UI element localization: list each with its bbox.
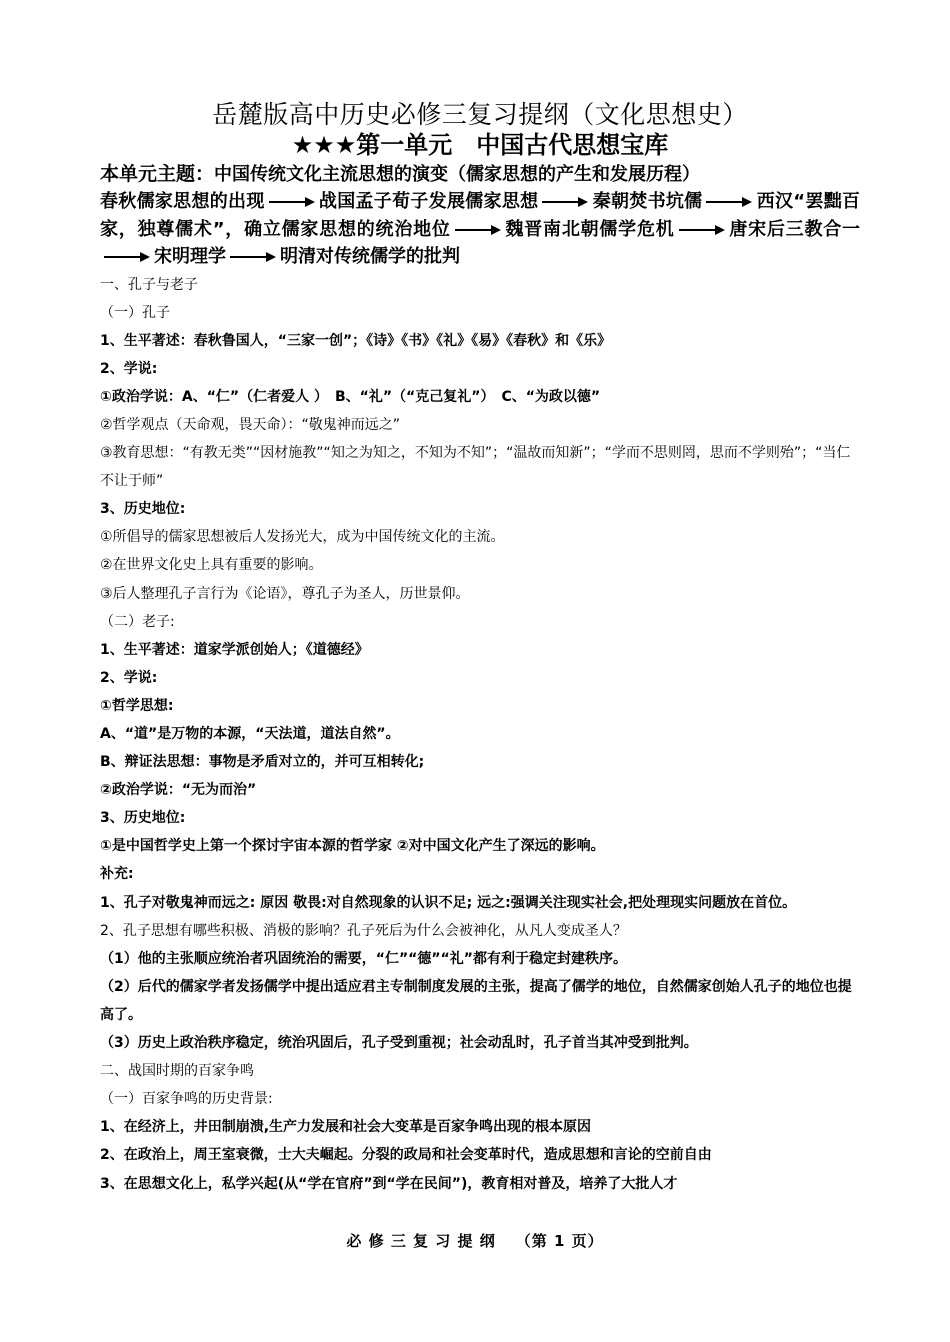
outline-item: 3、在思想文化上，私学兴起(从“学在官府”到“学在民间”)，教育相对普及，培养了大批人才 — [100, 1175, 678, 1192]
arrow-right-icon — [230, 252, 276, 262]
outline-item: 2、在政治上，周王室衰微，士大夫崛起。分裂的政局和社会变革时代，造成思想和言论的空前自由 — [100, 1147, 712, 1164]
outline-item: ②哲学观点（天命观，畏天命）：“敬鬼神而远之” — [100, 416, 401, 433]
page-number: （第 1 页） — [515, 1232, 604, 1250]
outline-item: 3、历史地位: — [100, 810, 186, 827]
outline-item: ①所倡导的儒家思想被后人发扬光大，成为中国传统文化的主流。 — [100, 529, 505, 546]
flow-step: 秦朝焚书坑儒 — [592, 191, 703, 212]
outline-item: ①哲学思想: — [100, 697, 174, 714]
document-title: 岳麓版高中历史必修三复习提纲（文化思想史） — [212, 100, 748, 129]
flow-step: 宋明理学 — [154, 246, 226, 267]
document-body — [100, 100, 860, 1198]
flow-step: 明清对传统儒学的批判 — [280, 246, 460, 267]
subsection-heading: （二）老子: — [100, 613, 175, 630]
subsection-heading: （一）百家争鸣的历史背景: — [100, 1091, 273, 1108]
subsection-heading: （一）孔子 — [100, 304, 170, 321]
unit-theme-text: 中国传统文化主流思想的演变（儒家思想的产生和发展历程） — [214, 164, 701, 185]
flow-step: 西汉“罢黜百家，独尊儒术”，确立儒家思想的统治地位 — [100, 191, 861, 240]
section-heading: 二、战国时期的百家争鸣 — [100, 1063, 254, 1080]
outline-item: 2、孔子思想有哪些积极、消极的影响？孔子死后为什么会被神化，从凡人变成圣人？ — [100, 922, 627, 939]
unit-title: ★★★第一单元 中国古代思想宝库 — [291, 131, 669, 159]
outline-item: ②政治学说：“无为而治” — [100, 782, 257, 799]
unit-theme-label: 本单元主题： — [100, 163, 215, 185]
flow-step: 唐宋后三教合一 — [728, 218, 861, 240]
flow-step: 春秋儒家思想的出现 — [100, 191, 265, 212]
flow-step: 魏晋南北朝儒学危机 — [504, 218, 675, 240]
supplement-heading: 补充: — [100, 866, 134, 883]
arrow-right-icon — [542, 197, 588, 207]
outline-item: 2、学说: — [100, 669, 158, 686]
outline-item: （1）他的主张顺应统治者巩固统治的需要，“仁”“德”“礼”都有利于稳定封建秩序。 — [100, 950, 627, 967]
outline-item: 1、生平著述：道家学派创始人；《道德经》 — [100, 641, 369, 658]
flow-step: 战国孟子荀子发展儒家思想 — [318, 191, 539, 212]
arrow-right-icon — [679, 225, 725, 235]
arrow-right-icon — [269, 197, 315, 207]
outline-item: ③教育思想：“有教无类”“因材施教”“知之为知之，不知为不知”；“温故而知新”；“学而不思则罔，思而不学则殆”；“当仁不让于师” — [100, 445, 851, 490]
outline-item: ③后人整理孔子言行为《论语》，尊孔子为圣人，历世景仰。 — [100, 585, 470, 602]
outline-item: 1、孔子对敬鬼神而远之: 原因 敬畏:对自然现象的认识不足; 远之:强调关注现实社会,把处理现实问题放在首位。 — [100, 894, 797, 911]
outline-item: 1、在经济上，井田制崩溃,生产力发展和社会大变革是百家争鸣出现的根本原因 — [100, 1119, 592, 1136]
outline-item: ①政治学说：A、“仁”（仁者爱人 ） B、“礼”（“克己复礼”） C、“为政以德” — [100, 388, 601, 405]
outline-item: B、辩证法思想：事物是矛盾对立的，并可互相转化; — [100, 754, 425, 771]
outline-item: 1、生平著述：春秋鲁国人，“三家一创”；《诗》《书》《礼》《易》《春秋》和《乐》 — [100, 332, 612, 349]
outline-item: 3、历史地位: — [100, 501, 186, 518]
outline-item: （2）后代的儒家学者发扬儒学中提出适应君主专制制度发展的主张，提高了儒学的地位，自然儒家创始人孔子的地位也提高了。 — [100, 978, 852, 1023]
outline-item: ②在世界文化史上具有重要的影响。 — [100, 557, 323, 574]
page-footer — [0, 1230, 950, 1251]
development-flow — [100, 188, 860, 271]
section-heading: 一、孔子与老子 — [100, 276, 198, 293]
footer-text: 必 修 三 复 习 提 纲 — [346, 1232, 496, 1250]
outline-item: 2、学说: — [100, 360, 158, 377]
arrow-right-icon — [104, 252, 150, 262]
outline-item: ①是中国哲学史上第一个探讨宇宙本源的哲学家 ②对中国文化产生了深远的影响。 — [100, 838, 605, 855]
unit-theme — [100, 161, 860, 188]
arrow-right-icon — [706, 197, 752, 207]
outline-item: （3）历史上政治秩序稳定，统治巩固后，孔子受到重视；社会动乱时，孔子首当其冲受到批判。 — [100, 1035, 698, 1052]
arrow-right-icon — [455, 225, 501, 235]
outline-item: A、“道”是万物的本源，“天法道，道法自然”。 — [100, 726, 400, 742]
